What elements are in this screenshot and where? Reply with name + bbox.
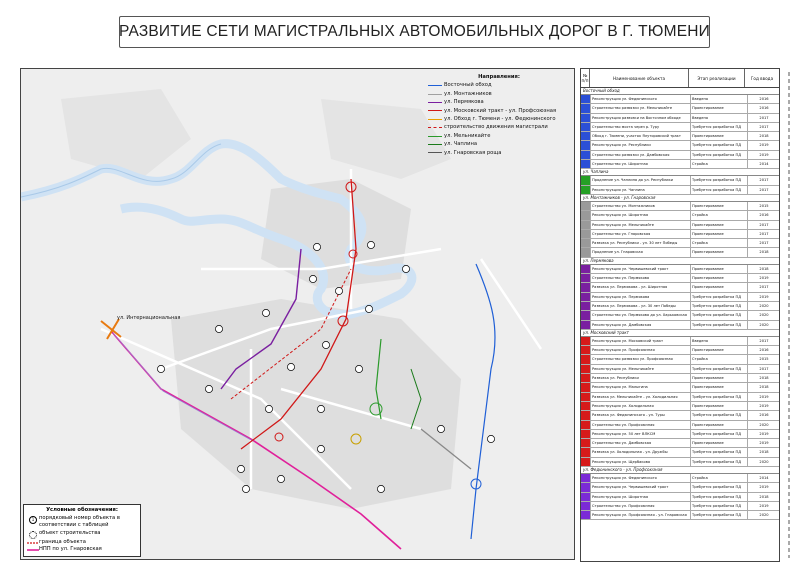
table-group-header: ул. Монтажников - ул. Гнаровская bbox=[581, 195, 779, 202]
table-cell-stage: Требуется разработка ПД bbox=[691, 493, 748, 501]
table-cell-name: Реконструкция ул. Республики bbox=[591, 141, 691, 149]
table-header: № п/п Наименование объекта Этап реализации Год ввода bbox=[581, 69, 779, 88]
table-row[interactable] bbox=[581, 346, 779, 355]
line-swatch-icon bbox=[428, 144, 442, 145]
table-cell-stage: Проектирование bbox=[691, 265, 748, 273]
table-cell-year: 2016 bbox=[759, 413, 769, 418]
table-cell-name: Реконструкция ул. Широтная bbox=[591, 211, 691, 219]
line-swatch-icon bbox=[428, 136, 442, 137]
table-cell-stage: Требуется разработка ПД bbox=[691, 151, 748, 159]
group-color-cell bbox=[581, 95, 591, 103]
table-cell-name: Реконструкция ул. 50 лет ВЛКСМ bbox=[591, 430, 691, 438]
table-row[interactable] bbox=[581, 393, 779, 402]
table-cell-year: 2019 bbox=[759, 441, 769, 446]
table-cell-stage: Стройка bbox=[691, 211, 748, 219]
table-cell-name: Реконструкция ул. Малыгина bbox=[591, 383, 691, 391]
group-color-cell bbox=[581, 302, 591, 310]
table-cell-stage: Требуется разработка ПД bbox=[691, 186, 748, 194]
group-color-cell bbox=[581, 511, 591, 519]
table-cell-stage: Проектирование bbox=[691, 402, 748, 410]
table-cell-name: Строительство ул. Пермякова до ул. Харьковская bbox=[591, 311, 691, 319]
table-cell-name: Строительство ул. Пермякова bbox=[591, 274, 691, 282]
table-row[interactable] bbox=[581, 402, 779, 411]
group-color-cell bbox=[581, 411, 591, 419]
table-cell-name: Строительство ул. Профсоюзная bbox=[591, 421, 691, 429]
group-color-cell bbox=[581, 176, 591, 184]
legend-item: ул. Чаплина bbox=[428, 140, 570, 148]
group-color-cell bbox=[581, 346, 591, 354]
table-row[interactable] bbox=[581, 511, 779, 520]
group-color-cell bbox=[581, 502, 591, 510]
table-cell-stage: Проектирование bbox=[691, 283, 748, 291]
table-row[interactable] bbox=[581, 502, 779, 511]
table-cell-stage: Требуется разработка ПД bbox=[691, 483, 748, 491]
table-cell-name: Реконструкция ул. Широтная bbox=[591, 493, 691, 501]
legend-item: НПП по ул. Гнаровская bbox=[27, 546, 137, 554]
table-cell-stage: Требуется разработка ПД bbox=[691, 302, 748, 310]
table-row[interactable] bbox=[581, 141, 779, 150]
table-cell-year: 2018 bbox=[759, 250, 769, 255]
group-color-cell bbox=[581, 383, 591, 391]
legend-item: граница объекта bbox=[27, 539, 137, 547]
table-row[interactable] bbox=[581, 458, 779, 467]
group-color-cell bbox=[581, 248, 591, 256]
table-cell-year: 2015 bbox=[759, 203, 769, 208]
table-cell-name: Строительство моста через р. Туру bbox=[591, 123, 691, 131]
table-row[interactable] bbox=[581, 383, 779, 392]
table-cell-stage: Требуется разработка ПД bbox=[691, 311, 748, 319]
group-color-cell bbox=[581, 293, 591, 301]
table-cell-stage: Требуется разработка ПД bbox=[691, 511, 748, 519]
table-row[interactable] bbox=[581, 114, 779, 123]
symbols-legend-heading: Условные обозначения: bbox=[46, 507, 118, 514]
table-cell-year: 2019 bbox=[759, 503, 769, 508]
table-cell-year: 2020 bbox=[759, 513, 769, 518]
table-cell-name: Реконструкция ул. Федюнинского bbox=[591, 474, 691, 482]
table-row[interactable] bbox=[581, 355, 779, 364]
table-cell-name: Реконструкция ул. Профсоюзная bbox=[591, 346, 691, 354]
table-cell-stage: Проектирование bbox=[691, 383, 748, 391]
group-color-cell bbox=[581, 114, 591, 122]
table-row[interactable] bbox=[581, 230, 779, 239]
table-cell-name: Реконструкция ул. Мельникайте bbox=[591, 365, 691, 373]
table-row[interactable] bbox=[581, 439, 779, 448]
table-cell-stage: Требуется разработка ПД bbox=[691, 393, 748, 401]
table-cell-name: Реконструкция ул. Пермякова bbox=[591, 293, 691, 301]
table-cell-stage: Стройка bbox=[691, 160, 748, 168]
table-cell-stage: Введено bbox=[691, 337, 748, 345]
table-row[interactable] bbox=[581, 337, 779, 346]
group-color-cell bbox=[581, 230, 591, 238]
table-row[interactable] bbox=[581, 493, 779, 502]
table-cell-stage: Проектирование bbox=[691, 132, 748, 140]
table-cell-year: 2018 bbox=[759, 494, 769, 499]
table-cell-stage: Введено bbox=[691, 114, 748, 122]
table-cell-stage: Проектирование bbox=[691, 374, 748, 382]
table-row[interactable] bbox=[581, 160, 779, 169]
table-cell-stage: Введено bbox=[691, 95, 748, 103]
table-cell-year: 2019 bbox=[759, 431, 769, 436]
table-row[interactable] bbox=[581, 321, 779, 330]
table-row[interactable] bbox=[581, 104, 779, 113]
table-cell-name: Строительство ул. Широтная bbox=[591, 160, 691, 168]
table-cell-name: Реконструкция ул. Федюнинского bbox=[591, 95, 691, 103]
table-row[interactable] bbox=[581, 421, 779, 430]
table-cell-stage: Проектирование bbox=[691, 202, 748, 210]
table-row[interactable] bbox=[581, 239, 779, 248]
line-swatch-icon bbox=[428, 110, 442, 111]
group-color-cell bbox=[581, 265, 591, 273]
table-row[interactable] bbox=[581, 123, 779, 132]
legend-item: ул. Московский тракт - ул. Профсоюзная bbox=[428, 107, 570, 115]
line-swatch-icon bbox=[428, 127, 442, 128]
table-row[interactable] bbox=[581, 302, 779, 311]
table-row[interactable] bbox=[581, 176, 779, 185]
table-cell-stage: Проектирование bbox=[691, 346, 748, 354]
group-color-cell bbox=[581, 283, 591, 291]
group-color-cell bbox=[581, 274, 591, 282]
table-cell-stage: Стройка bbox=[691, 355, 748, 363]
table-cell-name: Обход г. Тюмени, участок Ялуторовский тракт bbox=[591, 132, 691, 140]
group-color-cell bbox=[581, 365, 591, 373]
side-scale bbox=[787, 72, 791, 558]
table-cell-year: 2016 bbox=[759, 348, 769, 353]
table-cell-name: Строительство развязки ул. Профсоюзная bbox=[591, 355, 691, 363]
group-color-cell bbox=[581, 402, 591, 410]
table-row[interactable] bbox=[581, 365, 779, 374]
table-cell-year: 2017 bbox=[759, 187, 769, 192]
table-cell-name: Реконструкция ул. Московский тракт bbox=[591, 337, 691, 345]
group-color-cell bbox=[581, 483, 591, 491]
group-color-cell bbox=[581, 355, 591, 363]
table-row[interactable] bbox=[581, 248, 779, 257]
table-row[interactable] bbox=[581, 265, 779, 274]
table-cell-name: Строительство ул. Монтажников bbox=[591, 202, 691, 210]
table-row[interactable] bbox=[581, 474, 779, 483]
line-swatch-icon bbox=[428, 119, 442, 120]
table-cell-name: Реконструкция ул. Холодильная bbox=[591, 402, 691, 410]
table-cell-year: 2020 bbox=[759, 459, 769, 464]
table-cell-year: 2019 bbox=[759, 276, 769, 281]
table-cell-name: Реконструкция развязки на Восточном обходе bbox=[591, 114, 691, 122]
table-cell-name: Строительство ул. Гнаровская bbox=[591, 230, 691, 238]
group-color-cell bbox=[581, 393, 591, 401]
group-color-cell bbox=[581, 448, 591, 456]
group-color-cell bbox=[581, 439, 591, 447]
table-cell-name: Реконструкция ул. Мельникайте bbox=[591, 221, 691, 229]
table-cell-name: Реконструкция ул. Щербакова bbox=[591, 458, 691, 466]
table-cell-year: 2016 bbox=[759, 106, 769, 111]
table-cell-stage: Проектирование bbox=[691, 104, 748, 112]
group-color-cell bbox=[581, 430, 591, 438]
table-cell-year: 2020 bbox=[759, 422, 769, 427]
overpass-icon bbox=[29, 531, 37, 539]
table-cell-name: Строительство развязки ул. Дамбовская bbox=[591, 151, 691, 159]
table-group-header: ул. Пермякова bbox=[581, 258, 779, 265]
table-cell-year: 2020 bbox=[759, 303, 769, 308]
table-cell-stage: Проектирование bbox=[691, 221, 748, 229]
table-cell-year: 2017 bbox=[759, 338, 769, 343]
table-row[interactable] bbox=[581, 151, 779, 160]
table-cell-year: 2019 bbox=[759, 394, 769, 399]
group-color-cell bbox=[581, 132, 591, 140]
table-cell-year: 2020 bbox=[759, 322, 769, 327]
table-cell-year: 2017 bbox=[759, 124, 769, 129]
table-cell-year: 2018 bbox=[759, 385, 769, 390]
table-row[interactable] bbox=[581, 132, 779, 141]
legend-item: ул. Обход г. Тюмени - ул. Федюнинского bbox=[428, 115, 570, 123]
group-color-cell bbox=[581, 321, 591, 329]
group-color-cell bbox=[581, 493, 591, 501]
table-cell-stage: Стройка bbox=[691, 239, 748, 247]
table-cell-stage: Требуется разработка ПД bbox=[691, 411, 748, 419]
table-row[interactable] bbox=[581, 186, 779, 195]
number-circle-icon: 1 bbox=[29, 516, 37, 524]
directions-legend bbox=[428, 73, 570, 157]
table-cell-year: 2014 bbox=[759, 162, 769, 167]
line-swatch-icon bbox=[428, 94, 442, 95]
table-cell-name: Продление ул. Гнаровская bbox=[591, 248, 691, 256]
table-cell-year: 2018 bbox=[759, 266, 769, 271]
table-cell-year: 2017 bbox=[759, 241, 769, 246]
group-color-cell bbox=[581, 221, 591, 229]
group-color-cell bbox=[581, 160, 591, 168]
city-border-icon bbox=[27, 540, 39, 546]
legend-item: 1 порядковый номер объекта в соответствии с таблицей bbox=[27, 515, 137, 530]
map-panel[interactable] bbox=[20, 68, 575, 560]
legend-item: Восточный обход bbox=[428, 81, 570, 89]
table-cell-stage: Требуется разработка ПД bbox=[691, 123, 748, 131]
table-cell-stage: Проектирование bbox=[691, 421, 748, 429]
table-row[interactable] bbox=[581, 311, 779, 320]
table-row[interactable] bbox=[581, 283, 779, 292]
table-cell-year: 2015 bbox=[759, 357, 769, 362]
table-cell-name: Строительство ул. Профсоюзная bbox=[591, 502, 691, 510]
table-row[interactable] bbox=[581, 293, 779, 302]
table-cell-stage: Проектирование bbox=[691, 439, 748, 447]
table-cell-name: Развязка ул. Республики bbox=[591, 374, 691, 382]
group-color-cell bbox=[581, 421, 591, 429]
table-cell-year: 2020 bbox=[759, 313, 769, 318]
objects-table[interactable] bbox=[580, 68, 780, 562]
legend-item: ул. Гнаровская роща bbox=[428, 149, 570, 157]
table-row[interactable] bbox=[581, 411, 779, 420]
table-cell-name: Реконструкция ул. Дамбовская bbox=[591, 321, 691, 329]
table-row[interactable] bbox=[581, 95, 779, 104]
legend-item: ул. Монтажников bbox=[428, 90, 570, 98]
table-row[interactable] bbox=[581, 221, 779, 230]
table-cell-year: 2018 bbox=[759, 134, 769, 139]
table-cell-year: 2017 bbox=[759, 231, 769, 236]
table-cell-name: Развязка ул. Федюнинского - ул. Туры bbox=[591, 411, 691, 419]
table-group-header: ул. Чаплина bbox=[581, 169, 779, 176]
page-title: РАЗВИТИЕ СЕТИ МАГИСТРАЛЬНЫХ АВТОМОБИЛЬНЫХ ДОРОГ В Г. ТЮМЕНИ bbox=[118, 23, 711, 40]
table-row[interactable] bbox=[581, 211, 779, 220]
table-cell-year: 2017 bbox=[759, 115, 769, 120]
directions-legend-heading: Направления: bbox=[478, 74, 520, 80]
table-cell-stage: Требуется разработка ПД bbox=[691, 458, 748, 466]
group-color-cell bbox=[581, 311, 591, 319]
table-cell-name: Реконструкция ул. Чаплина bbox=[591, 186, 691, 194]
title-box bbox=[119, 16, 710, 48]
group-color-cell bbox=[581, 186, 591, 194]
table-cell-name: Реконструкция ул. Червишевский тракт bbox=[591, 265, 691, 273]
table-cell-year: 2017 bbox=[759, 222, 769, 227]
group-color-cell bbox=[581, 123, 591, 131]
table-row[interactable] bbox=[581, 202, 779, 211]
table-cell-name: Продление ул. Чаплина до ул. Республики bbox=[591, 176, 691, 184]
table-cell-stage: Требуется разработка ПД bbox=[691, 321, 748, 329]
table-cell-year: 2019 bbox=[759, 485, 769, 490]
group-color-cell bbox=[581, 337, 591, 345]
table-cell-year: 2019 bbox=[759, 152, 769, 157]
table-cell-stage: Стройка bbox=[691, 474, 748, 482]
group-color-cell bbox=[581, 474, 591, 482]
table-cell-year: 2019 bbox=[759, 143, 769, 148]
group-color-cell bbox=[581, 141, 591, 149]
table-body bbox=[581, 88, 779, 520]
group-color-cell bbox=[581, 458, 591, 466]
table-cell-stage: Проектирование bbox=[691, 248, 748, 256]
table-group-header: ул. Московский тракт bbox=[581, 330, 779, 337]
legend-item: ул. Пермякова bbox=[428, 98, 570, 106]
table-cell-stage: Проектирование bbox=[691, 274, 748, 282]
group-color-cell bbox=[581, 374, 591, 382]
symbols-legend bbox=[23, 504, 141, 557]
table-group-header: ул. Федюнинского - ул. Профсоюзная bbox=[581, 467, 779, 474]
table-cell-stage: Проектирование bbox=[691, 230, 748, 238]
table-cell-name: Развязка ул. Республики - ул. 30 лет Победы bbox=[591, 239, 691, 247]
legend-item: ул. Мельникайте bbox=[428, 132, 570, 140]
table-cell-name: Развязка ул. Пермякова - ул. 30 лет Победы bbox=[591, 302, 691, 310]
table-cell-year: 2017 bbox=[759, 366, 769, 371]
table-cell-stage: Требуется разработка ПД bbox=[691, 430, 748, 438]
legend-item: строительство движения магистрали bbox=[428, 123, 570, 131]
group-color-cell bbox=[581, 104, 591, 112]
table-row[interactable] bbox=[581, 483, 779, 492]
table-row[interactable] bbox=[581, 448, 779, 457]
table-cell-year: 2016 bbox=[759, 213, 769, 218]
group-color-cell bbox=[581, 239, 591, 247]
table-cell-name: Развязка ул. Мельникайте - ул. Холодильная bbox=[591, 393, 691, 401]
street-label: ул. Интернациональная bbox=[117, 315, 181, 321]
table-cell-year: 2016 bbox=[759, 97, 769, 101]
npp-icon bbox=[27, 547, 39, 553]
table-cell-stage: Требуется разработка ПД bbox=[691, 176, 748, 184]
line-swatch-icon bbox=[428, 85, 442, 86]
table-cell-stage: Требуется разработка ПД bbox=[691, 141, 748, 149]
table-cell-name: Развязка ул. Пермякова - ул. Широтная bbox=[591, 283, 691, 291]
table-cell-year: 2019 bbox=[759, 294, 769, 299]
line-swatch-icon bbox=[428, 102, 442, 103]
group-color-cell bbox=[581, 211, 591, 219]
line-swatch-icon bbox=[428, 152, 442, 153]
table-cell-name: Реконструкция ул. Профсоюзная - ул. Гнаровская bbox=[591, 511, 691, 519]
table-cell-name: Реконструкция ул. Червишевский тракт bbox=[591, 483, 691, 491]
table-cell-year: 2019 bbox=[759, 403, 769, 408]
table-cell-year: 2017 bbox=[759, 285, 769, 290]
table-cell-name: Строительство ул. Дамбовская bbox=[591, 439, 691, 447]
table-cell-stage: Требуется разработка ПД bbox=[691, 293, 748, 301]
table-cell-year: 2018 bbox=[759, 376, 769, 381]
table-row[interactable] bbox=[581, 274, 779, 283]
group-color-cell bbox=[581, 151, 591, 159]
table-group-header: Восточный обход bbox=[581, 88, 779, 95]
legend-item: объект строительства bbox=[27, 530, 137, 539]
table-cell-name: Строительство развязки ул. Мельникайте bbox=[591, 104, 691, 112]
table-cell-year: 2014 bbox=[759, 475, 769, 480]
table-cell-stage: Требуется разработка ПД bbox=[691, 502, 748, 510]
table-cell-stage: Требуется разработка ПД bbox=[691, 365, 748, 373]
table-cell-name: Развязка ул. Холодильная - ул. Дружбы bbox=[591, 448, 691, 456]
table-cell-year: 2017 bbox=[759, 178, 769, 183]
table-row[interactable] bbox=[581, 374, 779, 383]
table-cell-stage: Требуется разработка ПД bbox=[691, 448, 748, 456]
table-row[interactable] bbox=[581, 430, 779, 439]
table-cell-year: 2018 bbox=[759, 450, 769, 455]
group-color-cell bbox=[581, 202, 591, 210]
